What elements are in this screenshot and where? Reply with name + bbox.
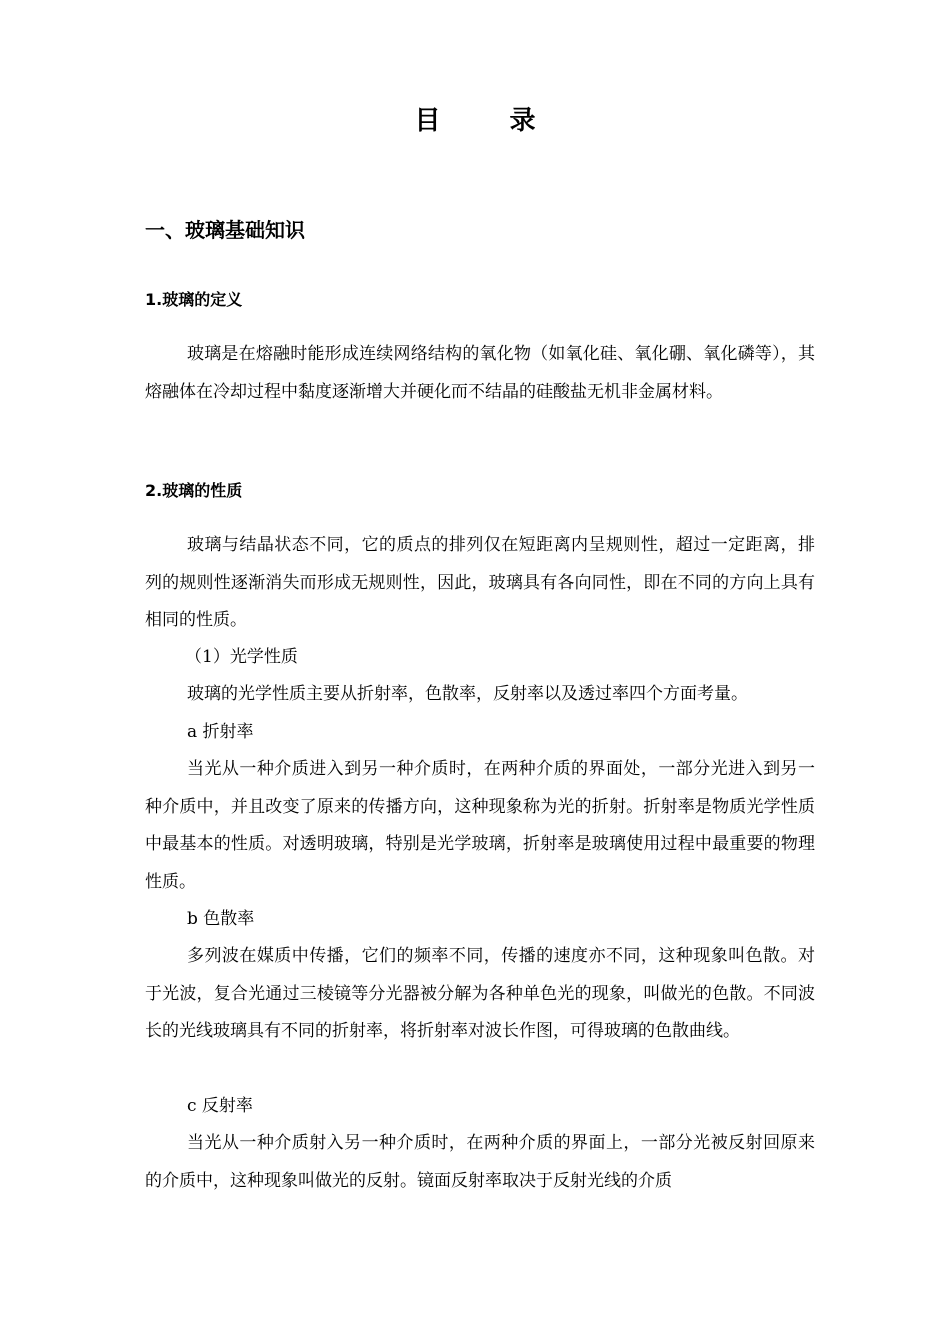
optical-properties-intro: 玻璃的光学性质主要从折射率，色散率，反射率以及透过率四个方面考量。 — [187, 684, 748, 704]
subsection-heading-definition: 1.玻璃的定义 — [145, 290, 243, 309]
properties-paragraph: 玻璃与结晶状态不同，它的质点的排列仅在短距离内呈规则性，超过一定距离，排列的规则性逐渐消失而形成无规则性，因此，玻璃具有各向同性，即在不同的方向上具有相同的性质。 — [145, 535, 815, 630]
section-heading-glass-basics: 一、玻璃基础知识 — [145, 218, 305, 242]
page-title: 目 录 — [414, 106, 566, 136]
subsection-heading-properties: 2.玻璃的性质 — [145, 481, 243, 500]
reflectance-label: c 反射率 — [187, 1096, 253, 1116]
refractive-index-label: a 折射率 — [187, 722, 254, 742]
definition-paragraph: 玻璃是在熔融时能形成连续网络结构的氧化物（如氧化硅、氧化硼、氧化磷等），其熔融体在冷却过程中黏度逐渐增大并硬化而不结晶的硅酸盐无机非金属材料。 — [145, 344, 815, 402]
optical-properties-heading: （1）光学性质 — [185, 647, 298, 667]
refractive-index-paragraph: 当光从一种介质进入到另一种介质时，在两种介质的界面处，一部分光进入到另一种介质中，并且改变了原来的传播方向，这种现象称为光的折射。折射率是物质光学性质中最基本的性质。对透明玻璃，特别是光学玻璃，折射率是玻璃使用过程中最重要的物理性质。 — [145, 759, 815, 892]
dispersion-label: b 色散率 — [187, 909, 255, 929]
reflectance-paragraph: 当光从一种介质射入另一种介质时，在两种介质的界面上，一部分光被反射回原来的介质中，这种现象叫做光的反射。镜面反射率取决于反射光线的介质 — [145, 1133, 815, 1191]
dispersion-paragraph: 多列波在媒质中传播，它们的频率不同，传播的速度亦不同，这种现象叫色散。对于光波，复合光通过三棱镜等分光器被分解为各种单色光的现象，叫做光的色散。不同波长的光线玻璃具有不同的折射率，将折射率对波长作图，可得玻璃的色散曲线。 — [145, 946, 815, 1041]
